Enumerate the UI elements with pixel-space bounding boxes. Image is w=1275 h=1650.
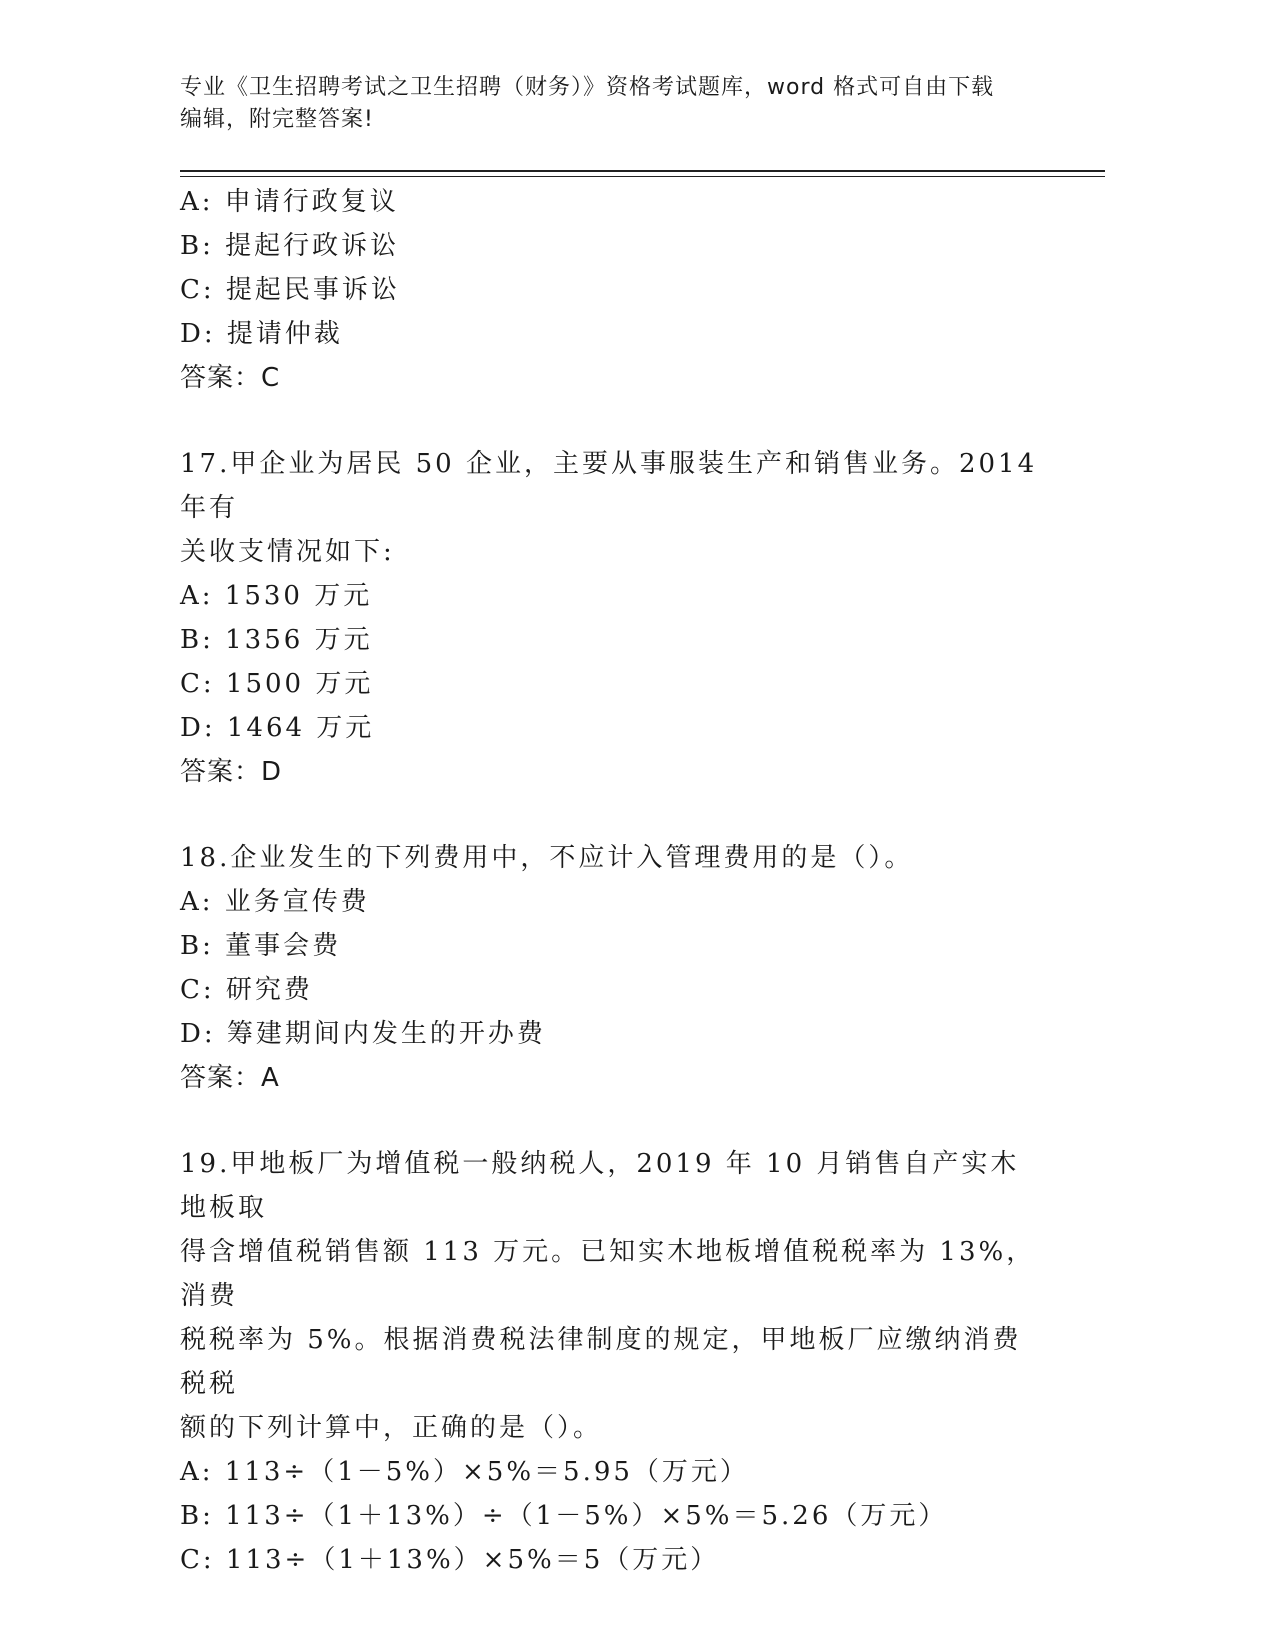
option-b: B: 113÷（1＋13%）÷（1－5%）×5%＝5.26（万元） <box>180 1501 948 1531</box>
question-spacer <box>180 1100 1040 1142</box>
question-stem-line: 19.甲地板厂为增值税一般纳税人，2019 年 10 月销售自产实木地板取 <box>180 1149 1020 1223</box>
option-c: C: 1500 万元 <box>180 669 374 699</box>
question-spacer <box>180 400 1040 442</box>
answer-label: 答案：D <box>180 757 283 787</box>
header-divider-thick <box>180 170 1105 172</box>
question-stem-line: 18.企业发生的下列费用中，不应计入管理费用的是（）。 <box>180 843 914 873</box>
header-divider-thin <box>180 176 1105 177</box>
document-header <box>180 72 1040 136</box>
question-19 <box>180 1142 1040 1582</box>
option-a: A: 113÷（1－5%）×5%＝5.95（万元） <box>180 1457 749 1487</box>
option-a: A: 申请行政复议 <box>180 187 399 217</box>
question-17 <box>180 442 1040 794</box>
option-c: C: 提起民事诉讼 <box>180 275 400 305</box>
question-stem <box>180 836 1040 880</box>
option-d: D: 1464 万元 <box>180 713 375 743</box>
question-spacer <box>180 794 1040 836</box>
question-16 <box>180 180 1040 400</box>
question-stem <box>180 1142 1040 1450</box>
answer-label: 答案：C <box>180 363 281 393</box>
question-stem-line: 税税率为 5%。根据消费税法律制度的规定，甲地板厂应缴纳消费税税 <box>180 1325 1022 1399</box>
option-b: B: 1356 万元 <box>180 625 373 655</box>
option-d: D: 筹建期间内发生的开办费 <box>180 1019 546 1049</box>
option-c: C: 113÷（1＋13%）×5%＝5（万元） <box>180 1545 720 1575</box>
answer-label: 答案：A <box>180 1063 280 1093</box>
option-b: B: 董事会费 <box>180 931 342 961</box>
option-b: B: 提起行政诉讼 <box>180 231 400 261</box>
question-18 <box>180 836 1040 1100</box>
option-d: D: 提请仲裁 <box>180 319 343 349</box>
option-a: A: 1530 万元 <box>180 581 373 611</box>
option-a: A: 业务宣传费 <box>180 887 370 917</box>
question-list <box>180 180 1040 1582</box>
header-line-2: 编辑，附完整答案! <box>180 107 374 132</box>
question-stem-line: 关收支情况如下: <box>180 537 395 567</box>
option-c: C: 研究费 <box>180 975 313 1005</box>
question-stem-line: 得含增值税销售额 113 万元。已知实木地板增值税税率为 13%，消费 <box>180 1237 1036 1311</box>
question-stem-line: 17.甲企业为居民 50 企业，主要从事服装生产和销售业务。2014 年有 <box>180 449 1038 523</box>
header-line-1: 专业《卫生招聘考试之卫生招聘（财务）》资格考试题库，word 格式可自由下载 <box>180 75 995 100</box>
question-stem <box>180 442 1040 574</box>
question-stem-line: 额的下列计算中，正确的是（）。 <box>180 1413 603 1443</box>
